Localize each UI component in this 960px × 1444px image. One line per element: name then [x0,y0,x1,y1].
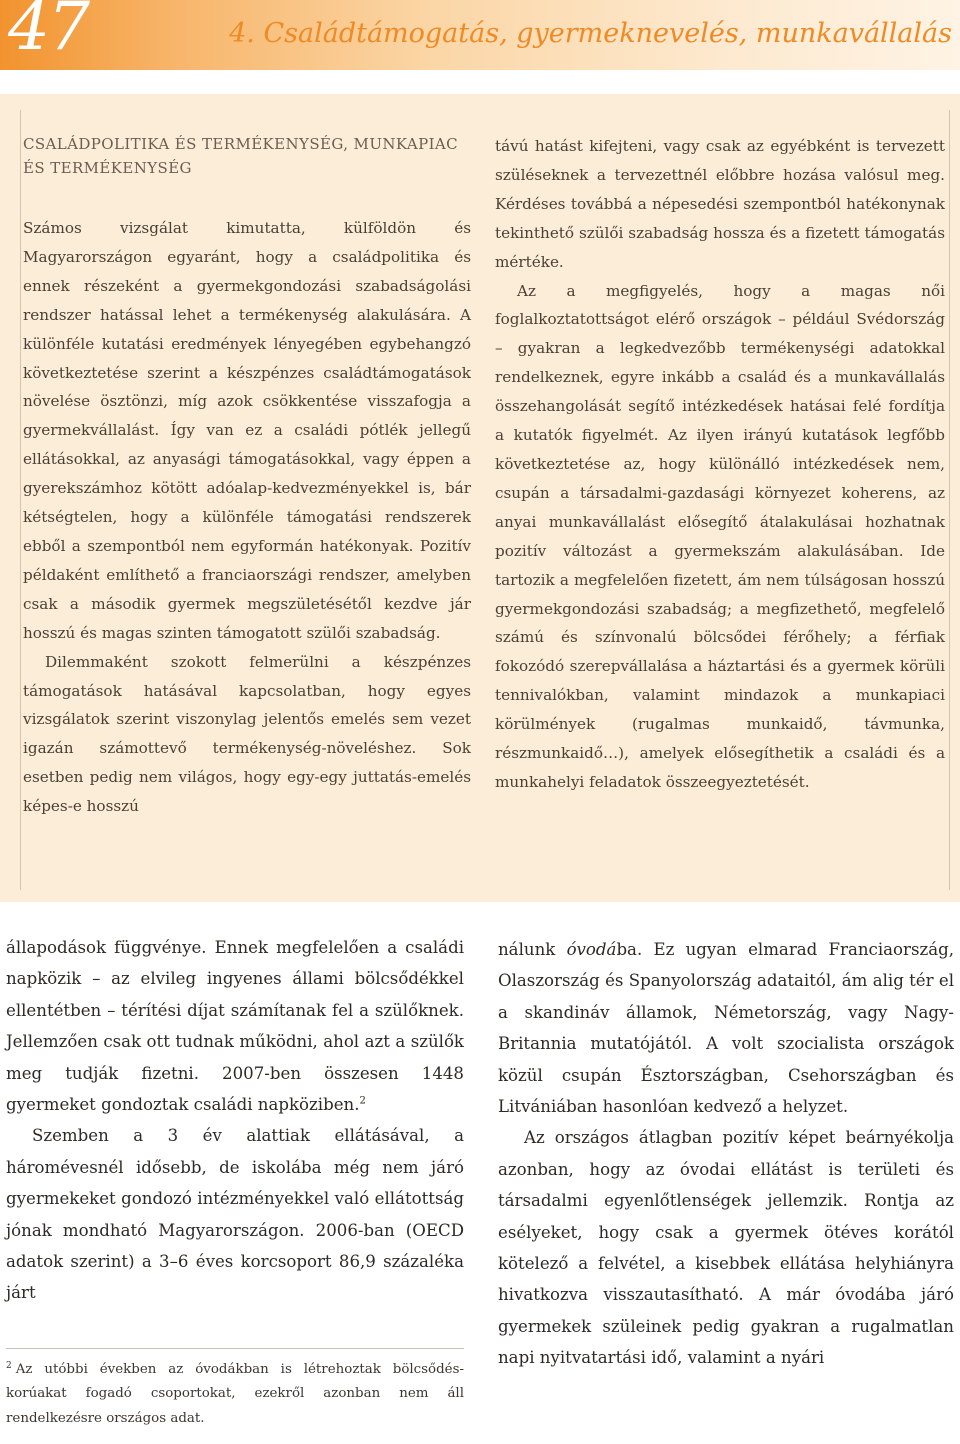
footnote-reference: 2 [359,1095,366,1107]
page-header [0,0,960,70]
box-paragraph: Dilemmaként szokott felmerülni a készpénzes támogatások hatásával kapcsolatban, hogy egyes vizsgálatok szerint viszonylag jelentős emelés sem vezet igazán számottevő termékenység-növeléshez. Sok esetben pedig nem világos, hogy egy-egy juttatás-emelés képes-e hosszú [23,652,471,816]
sidebar-box [0,94,960,902]
box-paragraph: Számos vizsgálat kimutatta, külföldön és Magyarországon egyaránt, hogy a családpolitika és ennek részeként a gyermekgondozási szabadságolási rendszer hatással lehet a termékenység alakulására. A különféle kutatási eredmények lényegében egybehangzó következtetése szerint a készpénzes családtámogatások növelése ösztönzi, míg azok csökkentése visszafogja a gyermekvállalást. Így van ez a családi pótlék jellegű ellátásokkal, az anyasági támogatásokkal, vagy éppen a gyerekszámhoz kötött adóalap-kedvezményekkel is, bár kétségtelen, hogy a különféle támogatási rendszerek ebből a szempontból nem egyformán hatékonyak. Pozitív példaként említhető a franciaországi rendszer, amelyben csak a második gyermek megszületésétől kezdve jár hosszú és magas szinten támogatott szülői szabadság. [23,219,471,642]
footnote-mark: 2 [6,1360,12,1371]
body-text: ba. Ez ugyan elmarad Franciaország, Olaszország és Spanyolország adataitól, ám alig tér el a skandináv államok, Németország, vagy Nagy-Britannia mutatójától. A volt szocialista országok közül csupán Észtországban, Csehországban és Litvániában hasonlóan kedvező a helyzet. [498,940,955,1117]
main-column-right [498,934,954,1374]
body-text: állapodások függvénye. Ennek megfelelően a családi napközik – az elvileg ingyenes állami bölcsődékkel ellentétben – térítési díjat számítanak fel a szülőknek. Jellemzően csak ott tudnak működni, ahol azt a szülők meg tudják fizetni. 2007-ben összesen 1448 gyermeket gondoztak családi napköziben. [6,938,464,1115]
chapter-title: 4. Családtámogatás, gyermeknevelés, munkavállalás [229,18,952,49]
box-column-right [495,132,945,797]
emphasis-text: óvodá [566,940,617,959]
body-paragraph [498,934,954,1122]
page-number: 47 [8,0,88,65]
body-paragraph [6,932,464,1120]
footnote-text: Az utóbbi években az óvodákban is létrehoztak bölcsődés-korúakat fogadó csoportokat, ezekről azonban nem áll rendelkezésre országos adat. [6,1362,464,1426]
main-column-left [6,932,464,1309]
footnote-divider [6,1348,464,1349]
box-heading: CSALÁDPOLITIKA ÉS TERMÉKENYSÉG, MUNKAPIAC ÉS TERMÉKENYSÉG [23,135,459,177]
sidebar-box-frame [20,110,950,890]
body-text: nálunk [498,940,567,959]
body-paragraph: Szemben a 3 év alattiak ellátásával, a háromévesnél idősebb, de iskolába még nem járó gyermekeket gondozó intézményekkel való ellátottság jónak mondható Magyarországon. 2006-ban (OECD adatok szerint) a 3–6 éves korcsoport 86,9 százaléka járt [6,1126,464,1303]
footnote [6,1358,464,1431]
body-paragraph: Az országos átlagban pozitív képet beárnyékolja azonban, hogy az óvodai ellátást is területi és társadalmi egyenlőtlenségek jellemzik. Rontja az esélyeket, hogy csak a gyermek ötéves korától kötelező a felvétel, a kisebbek ellátása helyhiányra hivatkozva visszautasítható. A már óvodába járó gyermekek szüleinek pedig gyakran a rugalmatlan napi nyitvatartási idő, valamint a nyári [498,1128,954,1368]
box-paragraph: távú hatást kifejteni, vagy csak az egyébként is tervezett szüléseknek a tervezettnél előbbre hozása valósul meg. Kérdéses továbbá a népesedési szempontból hatékonynak tekinthető szülői szabadság hossza és a fizetett támogatás mértéke. [495,137,945,271]
box-column-left [23,132,471,821]
box-paragraph: Az a megfigyelés, hogy a magas női foglalkoztatottságot elérő országok – például Svédország – gyakran a legkedvezőbb termékenységi adatokkal rendelkeznek, egyre inkább a család és a munkavállalás összehangolását segítő intézkedések hatásai felé fordítja a kutatók figyelmét. Az ilyen irányú kutatások legfőbb következtetése az, hogy különálló intézkedések nem, csupán a társadalmi-gazdasági környezet koherens, az anyai munkavállalást elősegítő átalakulásai hozhatnak pozitív változást a gyermekszám alakulásában. Ide tartozik a megfelelően fizetett, ám nem túlságosan hosszú gyermekgondozási szabadság; a megfizethető, megfelelő számú és színvonalú bölcsődei férőhely; a férfiak fokozódó szerepvállalása a háztartási és a gyermek körüli tennivalókban, valamint mindazok a munkapiaci körülmények (rugalmas munkaidő, távmunka, részmunkaidő…), amelyek elősegíthetik a családi és a munkahelyi feladatok összeegyeztetését. [495,281,945,791]
